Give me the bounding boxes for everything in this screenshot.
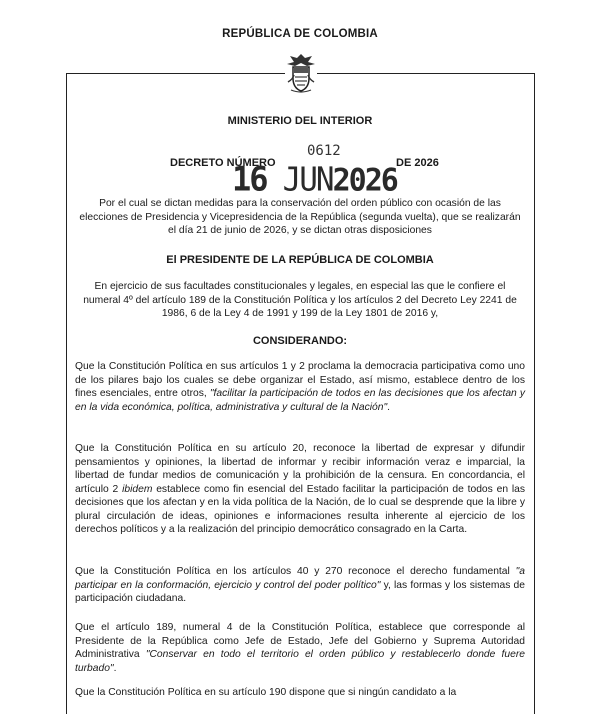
decree-number: 0612	[307, 143, 341, 159]
considerando-paragraph-3	[75, 565, 525, 606]
considerando-paragraph-4	[75, 621, 525, 675]
paragraph-text: establece como fin esencial del Estado facilitar la participación de todos en las decisiones que los afectan y en la vida política de la Nación, de lo cual se desprende que la libre y plural circulación de ideas, opiniones e informaciones resulta inherente al ejercicio de los derechos políticos y a la realización del principio democrático consagrado en la Carta.	[75, 483, 525, 535]
paragraph-text: Que la Constitución Política en los artículos 40 y 270 reconoce el derecho fundamental	[75, 566, 516, 577]
considerando-heading: CONSIDERANDO:	[252, 335, 348, 347]
paragraph-text: Que la Constitución Política en su artículo 190 dispone que si ningún candidato a la	[75, 687, 457, 698]
stamp-year: 2026	[332, 162, 397, 199]
powers-paragraph: En ejercicio de sus facultades constitucionales y legales, en especial las que le confiere el numeral 4º del artículo 189 de la Constitución Política y los artículos 2 del Decreto Ley 2241 de 1986, 6 de la Ley 4 de 1991 y 199 de la Ley 1801 de 2016 y,	[83, 281, 517, 319]
paragraph-text: .	[387, 401, 391, 413]
paragraph-text: .	[113, 662, 117, 674]
considerando-paragraph-1	[75, 360, 525, 414]
paragraph-text: Que la Constitución Política en su artículo 20, reconoce la libertad de expresar y difundir pensamientos y opiniones, la libertad de informar y recibir información veraz e imparcial, la libertad de fundar medios de comunicación y la prohibición de la censura. En concordancia, el artículo 2	[75, 443, 525, 495]
date-stamp	[232, 159, 397, 199]
decree-summary: Por el cual se dictan medidas para la conservación del orden público con ocasión de las elecciones de Presidencia y Vicepresidencia de la República (segunda vuelta), que se realizarán el día 21 de junio de 2026, y se dictan otras disposiciones	[79, 198, 521, 236]
paragraph-text: Que el artículo 189, numeral 4 de la Constitución Política, establece que corresponde al Presidente de la República como Jefe de Estado, Jefe del Gobierno y Suprema Autoridad Administrativa	[75, 622, 525, 660]
considerando-paragraph-2	[75, 442, 525, 537]
country-heading: REPÚBLICA DE COLOMBIA	[222, 28, 378, 40]
paragraph-text: y, las formas y los sistemas de participación ciudadana.	[75, 579, 525, 604]
stamp-month: JUN	[282, 161, 333, 199]
stamp-day: 16	[232, 159, 267, 199]
paragraph-ibidem: ibidem	[122, 483, 153, 495]
considerando-paragraph-5	[75, 686, 525, 700]
paragraph-text: Que la Constitución Política en sus artículos 1 y 2 proclama la democracia participativa como uno de los pilares bajo los cuales se debe organizar el Estado, así mismo, establece dentro de los fines esenciales, entre otros,	[75, 361, 525, 399]
paragraph-quote: "a participar en la conformación, ejercicio y control del poder político"	[75, 566, 525, 591]
decree-label: DECRETO NÚMERO	[170, 157, 276, 169]
decree-year: DE 2026	[396, 157, 439, 169]
paragraph-quote: "Conservar en todo el territorio el orden público y restablecerlo donde fuere turbado"	[75, 649, 525, 674]
colombia-coat-of-arms-icon	[285, 52, 317, 94]
president-heading: El PRESIDENTE DE LA REPÚBLICA DE COLOMBIA	[166, 254, 434, 266]
paragraph-quote: "facilitar la participación de todos en las decisiones que los afectan y en la vida económica, política, administrativa y cultural de la Nación"	[75, 388, 526, 413]
ministry-heading: MINISTERIO DEL INTERIOR	[227, 115, 373, 127]
